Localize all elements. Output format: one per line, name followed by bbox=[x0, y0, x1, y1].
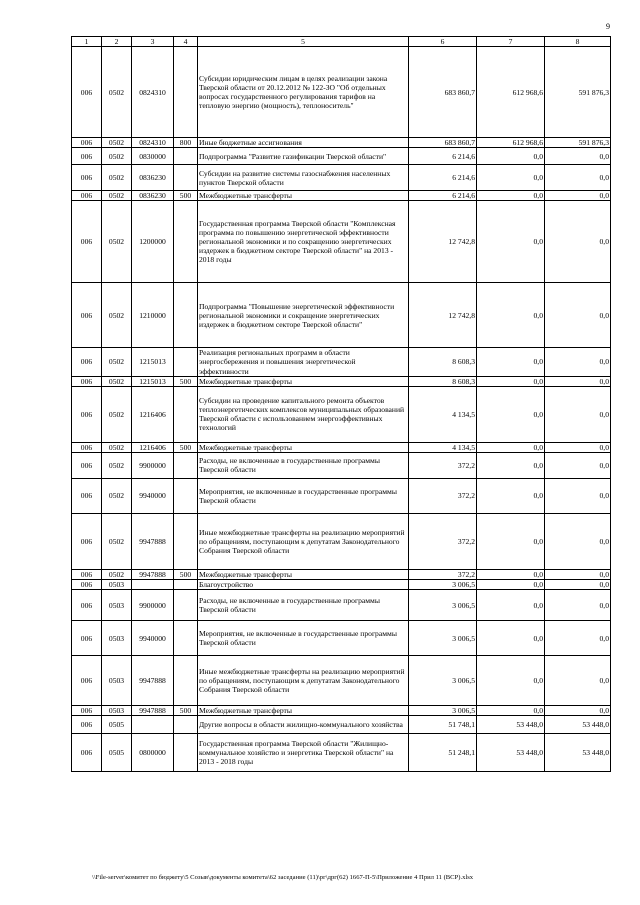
table-row bbox=[72, 138, 611, 148]
code-cell: 0836230 bbox=[132, 191, 174, 201]
amount-cell: 372,2 bbox=[409, 452, 477, 478]
code-cell bbox=[174, 201, 198, 283]
code-cell: 0830000 bbox=[132, 148, 174, 165]
code-cell: 0502 bbox=[102, 442, 132, 452]
table-row bbox=[72, 348, 611, 376]
code-cell: 006 bbox=[72, 148, 102, 165]
table-row bbox=[72, 386, 611, 442]
table-row bbox=[72, 452, 611, 478]
column-header: 4 bbox=[174, 37, 198, 47]
amount-cell: 0,0 bbox=[545, 656, 611, 706]
description-cell: Субсидии юридическим лицам в целях реализации закона Тверской области от 20.12.2012 № 122-ЗО "Об отдельных вопросах государственного регулирования тарифов на тепловую энергию (мощность), теплоноситель" bbox=[198, 47, 409, 138]
table-row bbox=[72, 716, 611, 734]
code-cell: 0824310 bbox=[132, 138, 174, 148]
description-cell: Благоустройство bbox=[198, 579, 409, 589]
code-cell: 006 bbox=[72, 734, 102, 772]
code-cell bbox=[174, 452, 198, 478]
code-cell: 9947888 bbox=[132, 706, 174, 716]
description-cell: Мероприятия, не включенные в государственные программы Тверской области bbox=[198, 621, 409, 656]
amount-cell: 372,2 bbox=[409, 513, 477, 569]
amount-cell: 0,0 bbox=[545, 621, 611, 656]
code-cell: 800 bbox=[174, 138, 198, 148]
amount-cell: 0,0 bbox=[477, 569, 545, 579]
code-cell: 0502 bbox=[102, 348, 132, 376]
table-row bbox=[72, 442, 611, 452]
code-cell: 006 bbox=[72, 579, 102, 589]
amount-cell: 0,0 bbox=[545, 165, 611, 191]
code-cell: 006 bbox=[72, 442, 102, 452]
code-cell bbox=[174, 656, 198, 706]
code-cell: 0502 bbox=[102, 47, 132, 138]
amount-cell: 0,0 bbox=[477, 442, 545, 452]
description-cell: Субсидии на проведение капитального ремонта объектов теплоэнергетических комплексов муниципальных образований Тверской области с использованием энергоэффективных технологий bbox=[198, 386, 409, 442]
table-row bbox=[72, 283, 611, 348]
code-cell: 006 bbox=[72, 478, 102, 513]
code-cell: 006 bbox=[72, 386, 102, 442]
page-number: 9 bbox=[606, 22, 610, 31]
amount-cell: 0,0 bbox=[477, 579, 545, 589]
amount-cell: 0,0 bbox=[545, 513, 611, 569]
amount-cell: 0,0 bbox=[545, 569, 611, 579]
amount-cell: 0,0 bbox=[545, 452, 611, 478]
amount-cell: 0,0 bbox=[545, 442, 611, 452]
table-row bbox=[72, 47, 611, 138]
column-header: 3 bbox=[132, 37, 174, 47]
amount-cell: 3 006,5 bbox=[409, 656, 477, 706]
code-cell: 006 bbox=[72, 452, 102, 478]
amount-cell: 3 006,5 bbox=[409, 579, 477, 589]
code-cell bbox=[174, 716, 198, 734]
amount-cell: 4 134,5 bbox=[409, 442, 477, 452]
amount-cell: 0,0 bbox=[477, 590, 545, 621]
code-cell bbox=[174, 478, 198, 513]
code-cell: 006 bbox=[72, 590, 102, 621]
amount-cell: 3 006,5 bbox=[409, 621, 477, 656]
amount-cell: 0,0 bbox=[545, 201, 611, 283]
amount-cell: 0,0 bbox=[477, 452, 545, 478]
code-cell bbox=[132, 716, 174, 734]
table-row bbox=[72, 621, 611, 656]
code-cell bbox=[174, 621, 198, 656]
code-cell: 006 bbox=[72, 283, 102, 348]
table-row bbox=[72, 734, 611, 772]
code-cell: 0502 bbox=[102, 191, 132, 201]
description-cell: Межбюджетные трансферты bbox=[198, 442, 409, 452]
amount-cell: 0,0 bbox=[477, 165, 545, 191]
table-row bbox=[72, 579, 611, 589]
file-path-footer: \\File-server\комитет по бюджету\5 Созыв\документы комитета\62 заседание (11)\рг\дрг(62) 1667-П-5\Приложение 4 Прил 11 (ВСР).xlsx bbox=[92, 874, 474, 881]
description-cell: Межбюджетные трансферты bbox=[198, 376, 409, 386]
description-cell: Государственная программа Тверской области "Комплексная программа по повышению энергетической эффективности региональной экономики и по сокращению энергетических издержек в бюджетном секторе Тверской области" на 2013 - 2018 годы bbox=[198, 201, 409, 283]
code-cell: 0503 bbox=[102, 706, 132, 716]
code-cell: 0836230 bbox=[132, 165, 174, 191]
amount-cell: 612 968,6 bbox=[477, 47, 545, 138]
table-row bbox=[72, 201, 611, 283]
description-cell: Межбюджетные трансферты bbox=[198, 569, 409, 579]
amount-cell: 53 448,0 bbox=[477, 716, 545, 734]
code-cell bbox=[174, 386, 198, 442]
code-cell: 006 bbox=[72, 201, 102, 283]
table-row bbox=[72, 706, 611, 716]
amount-cell: 0,0 bbox=[477, 478, 545, 513]
code-cell: 1215013 bbox=[132, 376, 174, 386]
description-cell: Межбюджетные трансферты bbox=[198, 706, 409, 716]
code-cell: 0502 bbox=[102, 148, 132, 165]
table-row bbox=[72, 513, 611, 569]
code-cell: 006 bbox=[72, 376, 102, 386]
amount-cell: 6 214,6 bbox=[409, 148, 477, 165]
description-cell: Межбюджетные трансферты bbox=[198, 191, 409, 201]
code-cell bbox=[174, 283, 198, 348]
description-cell: Иные бюджетные ассигнования bbox=[198, 138, 409, 148]
amount-cell: 0,0 bbox=[477, 348, 545, 376]
amount-cell: 372,2 bbox=[409, 569, 477, 579]
code-cell: 006 bbox=[72, 191, 102, 201]
code-cell: 0502 bbox=[102, 376, 132, 386]
code-cell bbox=[174, 165, 198, 191]
code-cell: 9940000 bbox=[132, 478, 174, 513]
code-cell: 9947888 bbox=[132, 656, 174, 706]
column-header: 7 bbox=[477, 37, 545, 47]
amount-cell: 3 006,5 bbox=[409, 706, 477, 716]
code-cell: 0502 bbox=[102, 138, 132, 148]
code-cell bbox=[174, 579, 198, 589]
description-cell: Мероприятия, не включенные в государственные программы Тверской области bbox=[198, 478, 409, 513]
code-cell bbox=[132, 579, 174, 589]
code-cell: 9940000 bbox=[132, 621, 174, 656]
code-cell: 006 bbox=[72, 656, 102, 706]
amount-cell: 0,0 bbox=[477, 148, 545, 165]
code-cell bbox=[174, 734, 198, 772]
description-cell: Реализация региональных программ в области энергосбережения и повышения энергетической эффективности bbox=[198, 348, 409, 376]
description-cell: Подпрограмма "Развитие газификации Тверской области" bbox=[198, 148, 409, 165]
amount-cell: 8 608,3 bbox=[409, 376, 477, 386]
description-cell: Другие вопросы в области жилищно-коммунального хозяйства bbox=[198, 716, 409, 734]
amount-cell: 8 608,3 bbox=[409, 348, 477, 376]
code-cell: 0800000 bbox=[132, 734, 174, 772]
amount-cell: 0,0 bbox=[545, 148, 611, 165]
description-cell: Иные межбюджетные трансферты на реализацию мероприятий по обращениям, поступающим к депутатам Законодательного Собрания Тверской области bbox=[198, 513, 409, 569]
amount-cell: 3 006,5 bbox=[409, 590, 477, 621]
code-cell: 0502 bbox=[102, 201, 132, 283]
code-cell: 006 bbox=[72, 569, 102, 579]
code-cell: 0502 bbox=[102, 386, 132, 442]
code-cell bbox=[174, 348, 198, 376]
amount-cell: 0,0 bbox=[477, 191, 545, 201]
amount-cell: 591 876,3 bbox=[545, 138, 611, 148]
column-header: 1 bbox=[72, 37, 102, 47]
amount-cell: 0,0 bbox=[545, 579, 611, 589]
amount-cell: 0,0 bbox=[477, 706, 545, 716]
amount-cell: 0,0 bbox=[545, 386, 611, 442]
code-cell: 1210000 bbox=[132, 283, 174, 348]
code-cell: 006 bbox=[72, 348, 102, 376]
code-cell bbox=[174, 47, 198, 138]
amount-cell: 53 448,0 bbox=[477, 734, 545, 772]
code-cell: 0505 bbox=[102, 734, 132, 772]
code-cell: 500 bbox=[174, 569, 198, 579]
amount-cell: 4 134,5 bbox=[409, 386, 477, 442]
table-row bbox=[72, 656, 611, 706]
description-cell: Расходы, не включенные в государственные программы Тверской области bbox=[198, 590, 409, 621]
table-row bbox=[72, 590, 611, 621]
code-cell: 9900000 bbox=[132, 452, 174, 478]
code-cell: 1216406 bbox=[132, 442, 174, 452]
description-cell: Государственная программа Тверской области "Жилищно-коммунальное хозяйство и энергетика Тверской области" на 2013 - 2018 годы bbox=[198, 734, 409, 772]
amount-cell: 51 748,1 bbox=[409, 716, 477, 734]
amount-cell: 0,0 bbox=[545, 706, 611, 716]
amount-cell: 53 448,0 bbox=[545, 734, 611, 772]
amount-cell: 0,0 bbox=[477, 656, 545, 706]
description-cell: Иные межбюджетные трансферты на реализацию мероприятий по обращениям, поступающим к депутатам Законодательного Собрания Тверской области bbox=[198, 656, 409, 706]
amount-cell: 6 214,6 bbox=[409, 165, 477, 191]
code-cell: 9947888 bbox=[132, 569, 174, 579]
code-cell: 9947888 bbox=[132, 513, 174, 569]
code-cell: 0505 bbox=[102, 716, 132, 734]
code-cell bbox=[174, 590, 198, 621]
code-cell: 0503 bbox=[102, 621, 132, 656]
code-cell: 0502 bbox=[102, 165, 132, 191]
header-row bbox=[72, 37, 611, 47]
code-cell: 0502 bbox=[102, 283, 132, 348]
code-cell: 006 bbox=[72, 47, 102, 138]
amount-cell: 0,0 bbox=[477, 513, 545, 569]
code-cell: 0503 bbox=[102, 656, 132, 706]
code-cell: 0502 bbox=[102, 569, 132, 579]
column-header: 2 bbox=[102, 37, 132, 47]
amount-cell: 0,0 bbox=[477, 283, 545, 348]
description-cell: Расходы, не включенные в государственные программы Тверской области bbox=[198, 452, 409, 478]
amount-cell: 0,0 bbox=[545, 191, 611, 201]
amount-cell: 612 968,6 bbox=[477, 138, 545, 148]
code-cell: 006 bbox=[72, 165, 102, 191]
amount-cell: 0,0 bbox=[545, 348, 611, 376]
amount-cell: 12 742,8 bbox=[409, 201, 477, 283]
code-cell: 006 bbox=[72, 138, 102, 148]
amount-cell: 0,0 bbox=[545, 478, 611, 513]
table-row bbox=[72, 191, 611, 201]
code-cell: 0502 bbox=[102, 452, 132, 478]
amount-cell: 0,0 bbox=[477, 621, 545, 656]
code-cell: 1200000 bbox=[132, 201, 174, 283]
code-cell: 0503 bbox=[102, 579, 132, 589]
amount-cell: 683 860,7 bbox=[409, 138, 477, 148]
amount-cell: 683 860,7 bbox=[409, 47, 477, 138]
code-cell: 0502 bbox=[102, 513, 132, 569]
amount-cell: 591 876,3 bbox=[545, 47, 611, 138]
code-cell: 006 bbox=[72, 513, 102, 569]
code-cell: 006 bbox=[72, 716, 102, 734]
code-cell: 0502 bbox=[102, 478, 132, 513]
amount-cell: 0,0 bbox=[545, 376, 611, 386]
code-cell: 9900000 bbox=[132, 590, 174, 621]
code-cell: 500 bbox=[174, 442, 198, 452]
code-cell: 500 bbox=[174, 706, 198, 716]
code-cell: 500 bbox=[174, 191, 198, 201]
amount-cell: 51 248,1 bbox=[409, 734, 477, 772]
amount-cell: 6 214,6 bbox=[409, 191, 477, 201]
code-cell: 1216406 bbox=[132, 386, 174, 442]
table-row bbox=[72, 376, 611, 386]
code-cell bbox=[174, 148, 198, 165]
code-cell: 0824310 bbox=[132, 47, 174, 138]
column-header: 5 bbox=[198, 37, 409, 47]
budget-table bbox=[71, 36, 611, 772]
amount-cell: 0,0 bbox=[545, 283, 611, 348]
table-row bbox=[72, 478, 611, 513]
amount-cell: 372,2 bbox=[409, 478, 477, 513]
amount-cell: 0,0 bbox=[477, 201, 545, 283]
table-row bbox=[72, 148, 611, 165]
amount-cell: 0,0 bbox=[477, 386, 545, 442]
description-cell: Субсидии на развитие системы газоснабжения населенных пунктов Тверской области bbox=[198, 165, 409, 191]
code-cell: 1215013 bbox=[132, 348, 174, 376]
column-header: 8 bbox=[545, 37, 611, 47]
amount-cell: 0,0 bbox=[477, 376, 545, 386]
code-cell bbox=[174, 513, 198, 569]
code-cell: 006 bbox=[72, 621, 102, 656]
table-row bbox=[72, 569, 611, 579]
code-cell: 0503 bbox=[102, 590, 132, 621]
amount-cell: 12 742,8 bbox=[409, 283, 477, 348]
column-header: 6 bbox=[409, 37, 477, 47]
description-cell: Подпрограмма "Повышение энергетической эффективности региональной экономики и сокращение энергетических издержек в бюджетном секторе Тверской области" bbox=[198, 283, 409, 348]
code-cell: 500 bbox=[174, 376, 198, 386]
amount-cell: 53 448,0 bbox=[545, 716, 611, 734]
amount-cell: 0,0 bbox=[545, 590, 611, 621]
table-row bbox=[72, 165, 611, 191]
code-cell: 006 bbox=[72, 706, 102, 716]
